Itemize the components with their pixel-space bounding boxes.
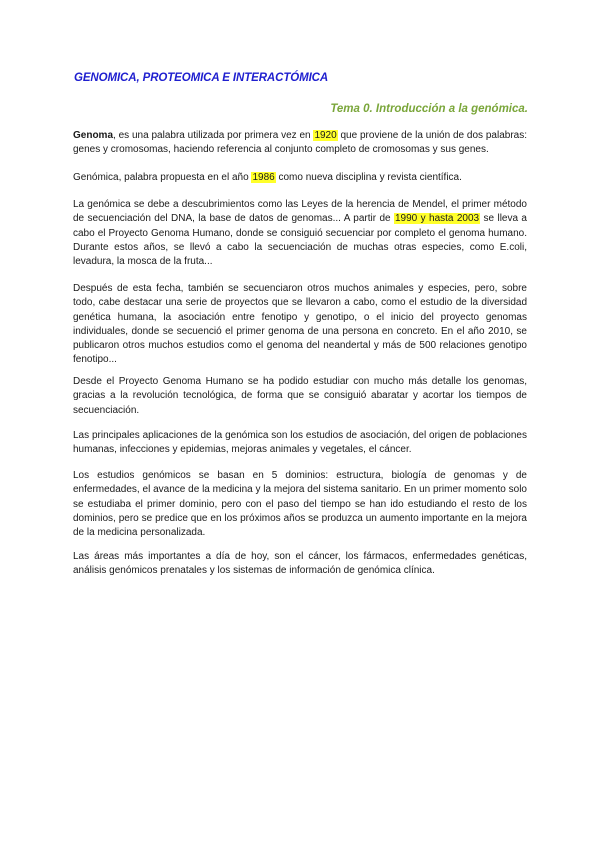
paragraph-domains: Los estudios genómicos se basan en 5 dominios: estructura, biología de genomas y de enfermedades, el avance de la medicina y la mejora del sistema sanitario. En un primer momento solo se estudiaba el primer dominio, pero con el paso del tiempo se han ido estudiando el resto de los dominios, pero se predice que en los próximos años se produzca un aumento importante en la mejora de la medicina personalizada. [73,470,527,539]
paragraph-genomica [73,171,527,185]
highlight-years: 1990 y hasta 2003 [394,213,480,225]
paragraph-applications: Las principales aplicaciones de la genómica son los estudios de asociación, del origen de poblaciones humanas, infecciones y epidemias, mejoras animales y vegetales, el cáncer. [73,430,527,456]
paragraph-text: se lleva a cabo el Proyecto Genoma Humano, donde se consiguió secuenciar por completo el genoma humano. Durante estos años, se llevó a cabo la secuenciación de muchas otras especies, como E.coli, levadura, la mosca de la fruta... [73,213,527,268]
document-title: GENOMICA, PROTEOMICA E INTERACTÓMICA [74,72,329,84]
paragraph-areas: Las áreas más importantes a día de hoy, son el cáncer, los fármacos, enfermedades genéticas, análisis genómicos prenatales y los sistemas de información de genómica clínica. [73,551,527,577]
paragraph-text: Genómica, palabra propuesta en el año [73,172,252,183]
document-subtitle: Tema 0. Introducción a la genómica. [330,103,528,115]
paragraph-text: La genómica se debe a descubrimientos como las Leyes de la herencia de Mendel, el primer método de secuenciación del DNA, la base de datos de genomas... A partir de [73,199,527,225]
paragraph-genoma [73,129,527,158]
paragraph-text: , es una palabra utilizada por primera vez en [113,130,314,141]
highlight-year: 1986 [252,172,275,183]
paragraph-history [73,198,527,269]
highlight-year: 1920 [314,130,337,141]
paragraph-after-project: Después de esta fecha, también se secuenciaron otros muchos animales y especies, pero, sobre todo, cabe destacar una serie de proyectos que se llevaron a cabo, como el estudio de la diversidad genética humana, la asociación entre fenotipo y genotipo, o el inicio del proyecto genomas individuales, donde se secuenció el primer genoma de una persona en concreto. En el año 2010, se publicaron otros muchos estudios como el genoma del neandertal y más de 500 relaciones genotipo fenotipo... [73,283,527,366]
paragraph-text: que proviene de la unión de dos palabras: genes y cromosomas, haciendo referencia al conjunto completo de cromosomas y sus genes. [73,130,527,156]
paragraph-text: como nueva disciplina y revista científica. [275,172,462,183]
paragraph-technology: Desde el Proyecto Genoma Humano se ha podido estudiar con mucho más detalle los genomas, gracias a la revolución tecnológica, de forma que se consiguió abaratar y acortar los tiempos de secuenciación. [73,376,527,416]
term-genoma: Genoma [73,130,114,141]
